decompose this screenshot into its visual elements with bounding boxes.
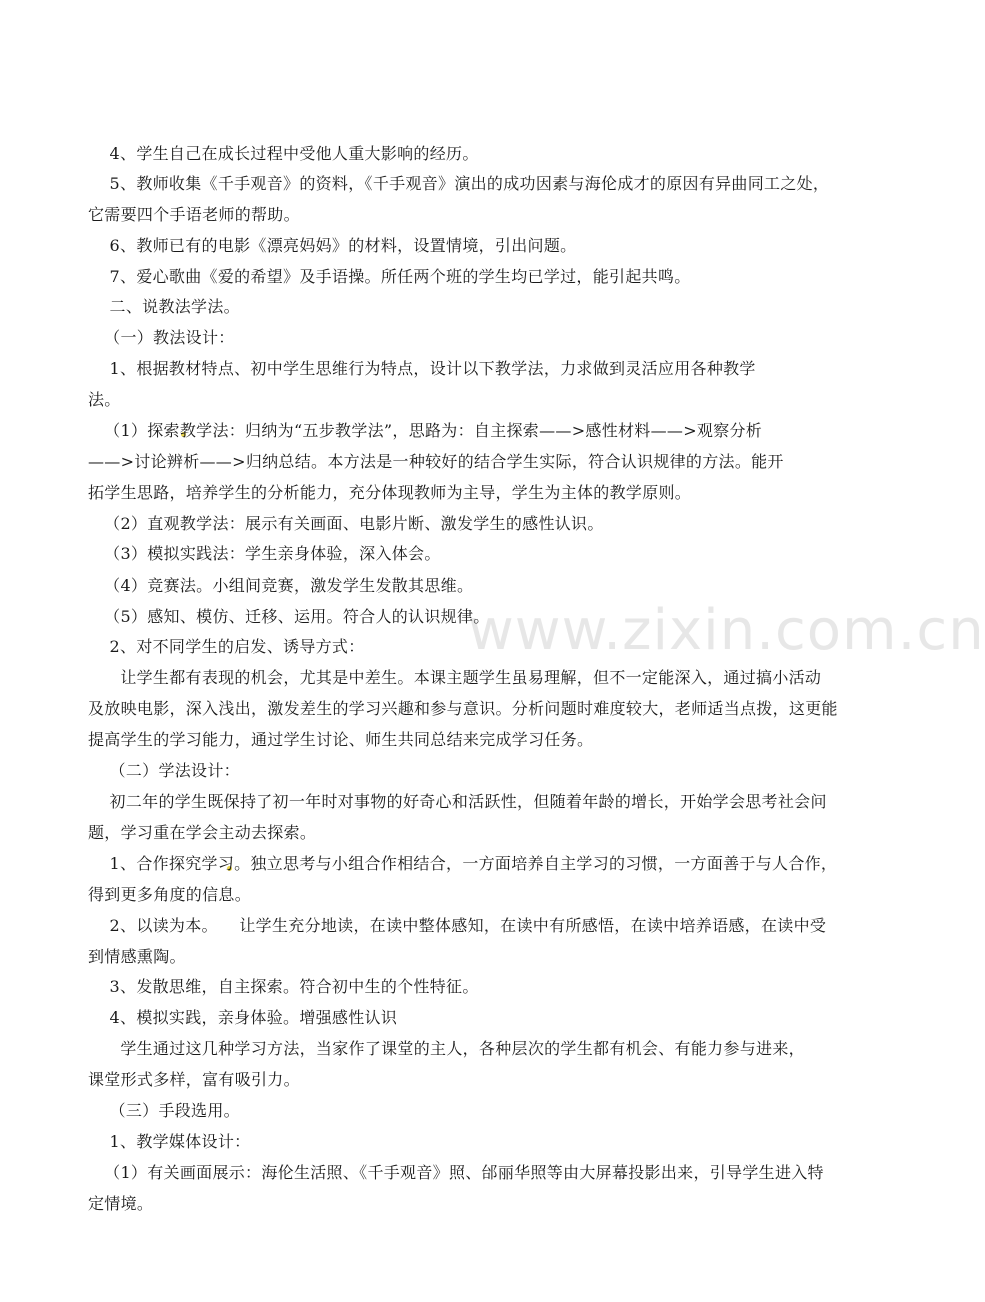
text-line: 课堂形式多样，富有吸引力。 xyxy=(88,1070,300,1089)
text-line: 得到更多角度的信息。 xyxy=(88,885,252,904)
paragraph xyxy=(88,570,834,601)
paragraph xyxy=(88,755,834,786)
text-line: 4、学生自己在成长过程中受他人重大影响的经历。 xyxy=(88,144,479,163)
paragraph xyxy=(88,322,834,353)
paragraph xyxy=(88,353,834,415)
text-line: 3、发散思维，自主探索。符合初中生的个性特征。 xyxy=(88,977,479,996)
text-line: 提高学生的学习能力，通过学生讨论、师生共同总结来完成学习任务。 xyxy=(88,730,594,749)
text-line: 1、合作探究学习。独立思考与小组合作相结合，一方面培养自主学习的习惯，一方面善于与人合作， xyxy=(88,854,838,873)
paragraph xyxy=(88,538,834,569)
text-line: 2、对不同学生的启发、诱导方式： xyxy=(88,637,365,656)
paragraph xyxy=(88,1157,834,1219)
paragraph xyxy=(88,1033,834,1095)
paragraph xyxy=(88,848,838,910)
text-line: 1、教学媒体设计： xyxy=(88,1132,251,1151)
paragraph xyxy=(88,261,834,292)
text-line: 到情感熏陶。 xyxy=(88,947,186,966)
text-line: （1）有关画面展示：海伦生活照、《千手观音》照、邰丽华照等由大屏幕投影出来，引导学生进入特 xyxy=(88,1163,824,1182)
text-line: 4、模拟实践，亲身体验。增强感性认识 xyxy=(88,1008,398,1027)
text-line: ——>讨论辨析——>归纳总结。本方法是一种较好的结合学生实际，符合认识规律的方法。能开 xyxy=(88,452,784,471)
paragraph xyxy=(88,230,834,261)
paragraph xyxy=(88,1002,834,1033)
paragraph xyxy=(88,631,834,662)
paragraph xyxy=(88,508,834,539)
text-line: （一）教法设计： xyxy=(88,328,235,347)
text-line: 法。 xyxy=(88,390,121,409)
paragraph xyxy=(88,291,834,322)
text-line: （3）模拟实践法：学生亲身体验，深入体会。 xyxy=(88,544,441,563)
text-line: （2）直观教学法：展示有关画面、电影片断、激发学生的感性认识。 xyxy=(88,514,604,533)
paragraph xyxy=(88,415,834,508)
paragraph xyxy=(88,910,834,972)
text-line: （1）探索教学法：归纳为“五步教学法”，思路为：自主探索——>感性材料——>观察分析 xyxy=(88,421,763,440)
watermark: www.zixin.com.cn xyxy=(468,598,985,663)
text-line: 定情境。 xyxy=(88,1194,154,1213)
paragraph xyxy=(88,138,834,169)
text-line: （三）手段选用。 xyxy=(88,1101,240,1120)
text-line: 二、说教法学法。 xyxy=(88,297,240,316)
paragraph xyxy=(88,1126,834,1157)
text-line: 7、爱心歌曲《爱的希望》及手语操。所任两个班的学生均已学过，能引起共鸣。 xyxy=(88,267,691,286)
text-line: （4）竞赛法。小组间竞赛，激发学生发散其思维。 xyxy=(88,576,474,595)
text-line: 拓学生思路，培养学生的分析能力，充分体现教师为主导，学生为主体的教学原则。 xyxy=(88,483,692,502)
text-line: 学生通过这几种学习方法，当家作了课堂的主人，各种层次的学生都有机会、有能力参与进来， xyxy=(88,1039,805,1058)
text-line: 6、教师已有的电影《漂亮妈妈》的材料，设置情境，引出问题。 xyxy=(88,236,577,255)
text-line: （5）感知、模仿、迁移、运用。符合人的认识规律。 xyxy=(88,607,490,626)
paragraph xyxy=(88,1095,834,1126)
paragraph xyxy=(88,601,834,632)
text-line: 题，学习重在学会主动去探索。 xyxy=(88,823,317,842)
text-line: （二）学法设计： xyxy=(88,761,240,780)
text-line: 1、根据教材特点、初中学生思维行为特点，设计以下教学法，力求做到灵活应用各种教学 xyxy=(88,359,756,378)
paragraph xyxy=(88,971,834,1002)
text-line: 让学生都有表现的机会，尤其是中差生。本课主题学生虽易理解，但不一定能深入，通过搞小活动 xyxy=(88,668,822,687)
paragraph xyxy=(88,662,838,755)
text-line: 它需要四个手语老师的帮助。 xyxy=(88,205,300,224)
text-line: 及放映电影，深入浅出，激发差生的学习兴趣和参与意识。分析问题时难度较大，老师适当点拨，这更能 xyxy=(88,699,838,718)
text-line: 初二年的学生既保持了初一年时对事物的好奇心和活跃性，但随着年龄的增长，开始学会思考社会问 xyxy=(88,792,827,811)
paragraph xyxy=(88,786,834,848)
text-line: 2、以读为本。 让学生充分地读，在读中整体感知，在读中有所感悟，在读中培养语感，在读中受 xyxy=(88,916,827,935)
text-line: 5、教师收集《千手观音》的资料，《千手观音》演出的成功因素与海伦成才的原因有异曲同工之处， xyxy=(88,174,830,193)
paragraph xyxy=(88,168,834,230)
